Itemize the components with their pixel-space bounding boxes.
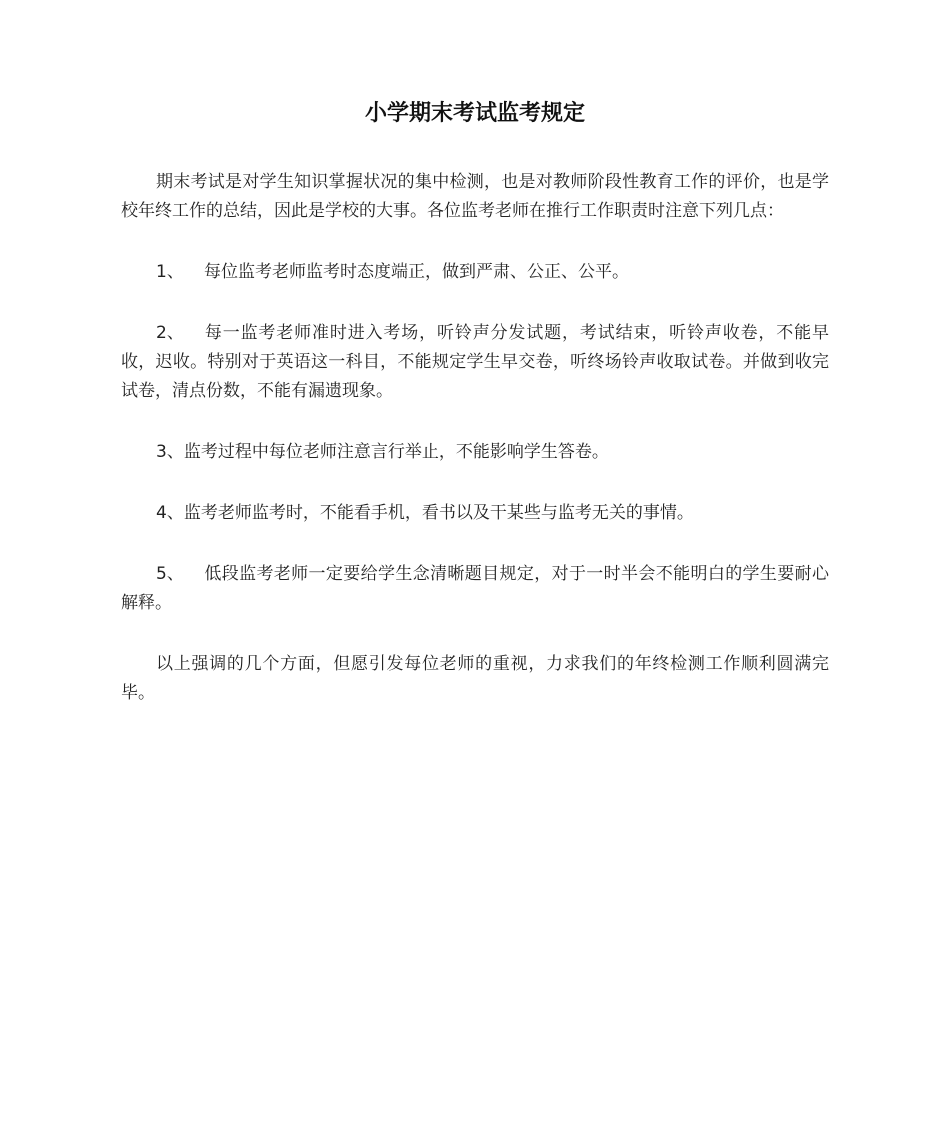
rule-text: 每一监考老师准时进入考场，听铃声分发试题，考试结束，听铃声收卷，不能早收，迟收。特别对于英语这一科目，不能规定学生早交卷，听终场铃声收取试卷。并做到收完试卷，清点份数，不能有漏遗现象。 [121, 323, 829, 401]
closing-paragraph: 以上强调的几个方面，但愿引发每位老师的重视，力求我们的年终检测工作顺利圆满完毕。 [121, 654, 829, 703]
rule-item-5 [121, 560, 829, 618]
rule-item-1 [121, 258, 829, 287]
rule-item-3: 3、监考过程中每位老师注意言行举止，不能影响学生答卷。 [156, 442, 609, 462]
rule-number: 1、 [156, 262, 184, 282]
rule-number: 2、 [156, 323, 184, 343]
rule-text: 每位监考老师监考时态度端正，做到严肃、公正、公平。 [204, 262, 629, 282]
rule-text: 低段监考老师一定要给学生念清晰题目规定，对于一时半会不能明白的学生要耐心解释。 [121, 564, 829, 613]
rule-number: 5、 [156, 564, 184, 584]
intro-paragraph: 期末考试是对学生知识掌握状况的集中检测，也是对教师阶段性教育工作的评价，也是学校年终工作的总结，因此是学校的大事。各位监考老师在推行工作职责时注意下列几点： [121, 172, 829, 221]
document-body [121, 168, 829, 708]
document-title: 小学期末考试监考规定 [364, 101, 585, 126]
rule-item-4: 4、监考老师监考时，不能看手机，看书以及干某些与监考无关的事情。 [156, 503, 694, 523]
rule-item-2 [121, 319, 829, 406]
